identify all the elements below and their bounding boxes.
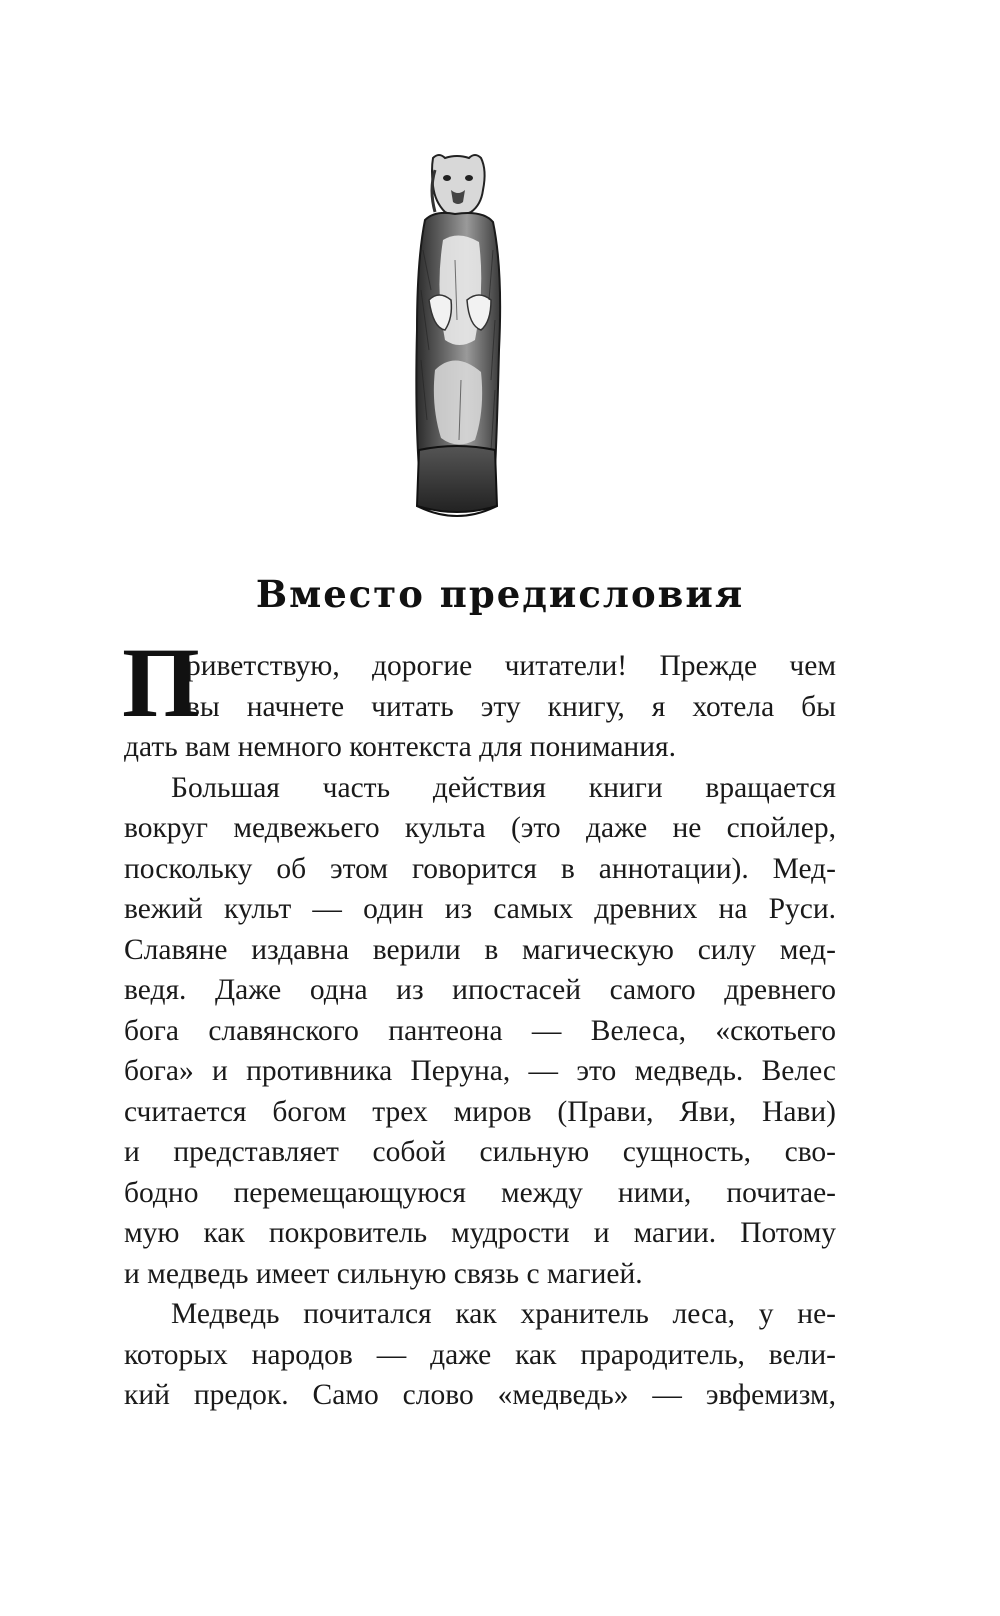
text-line: бодно перемещающуюся между ними, почитае- xyxy=(124,1176,836,1209)
paragraph-2 xyxy=(124,768,836,1295)
text-line: вокруг медвежьего культа (это даже не спойлер, xyxy=(124,812,836,844)
text-line: и медведь имеет сильную связь с магией. xyxy=(124,1257,643,1290)
text-line: бога славянского пантеона — Велеса, «скотьего xyxy=(124,1014,836,1047)
text-line: Медведь почитался как хранитель леса, у не- xyxy=(171,1298,836,1330)
text-line: поскольку об этом говорится в аннотации). Мед- xyxy=(124,852,836,885)
bear-totem-sculpture-icon xyxy=(395,150,525,530)
chapter-body xyxy=(122,627,836,1416)
text-line: мую как покровитель мудрости и магии. Потому xyxy=(124,1217,836,1249)
text-line: Славяне издавна верили в магическую силу мед- xyxy=(124,933,836,966)
text-line: считается богом трех миров (Прави, Яви, Нави) xyxy=(124,1095,836,1128)
text-line: вежий культ — один из самых древних на Руси. xyxy=(124,893,836,925)
text-line: ведя. Даже одна из ипостасей самого древнего xyxy=(124,974,836,1006)
paragraph-3 xyxy=(124,1294,836,1416)
drop-cap: П xyxy=(122,627,200,738)
text-line: вы начнете читать эту книгу, я хотела бы xyxy=(186,690,836,723)
paragraph-1 xyxy=(122,627,836,768)
text-line: кий предок. Само слово «медведь» — эвфемизм, xyxy=(124,1379,836,1411)
text-line: дать вам немного контекста для понимания. xyxy=(124,731,676,763)
text-line: и представляет собой сильную сущность, сво- xyxy=(124,1136,836,1168)
text-line: которых народов — даже как прародитель, вели- xyxy=(124,1338,836,1371)
text-line: бога» и противника Перуна, — это медведь. Велес xyxy=(124,1055,836,1087)
text-line: риветствую, дорогие читатели! Прежде чем xyxy=(186,650,836,682)
text-line: Большая часть действия книги вращается xyxy=(171,771,836,804)
chapter-heading: Вместо предисловия xyxy=(255,572,745,616)
